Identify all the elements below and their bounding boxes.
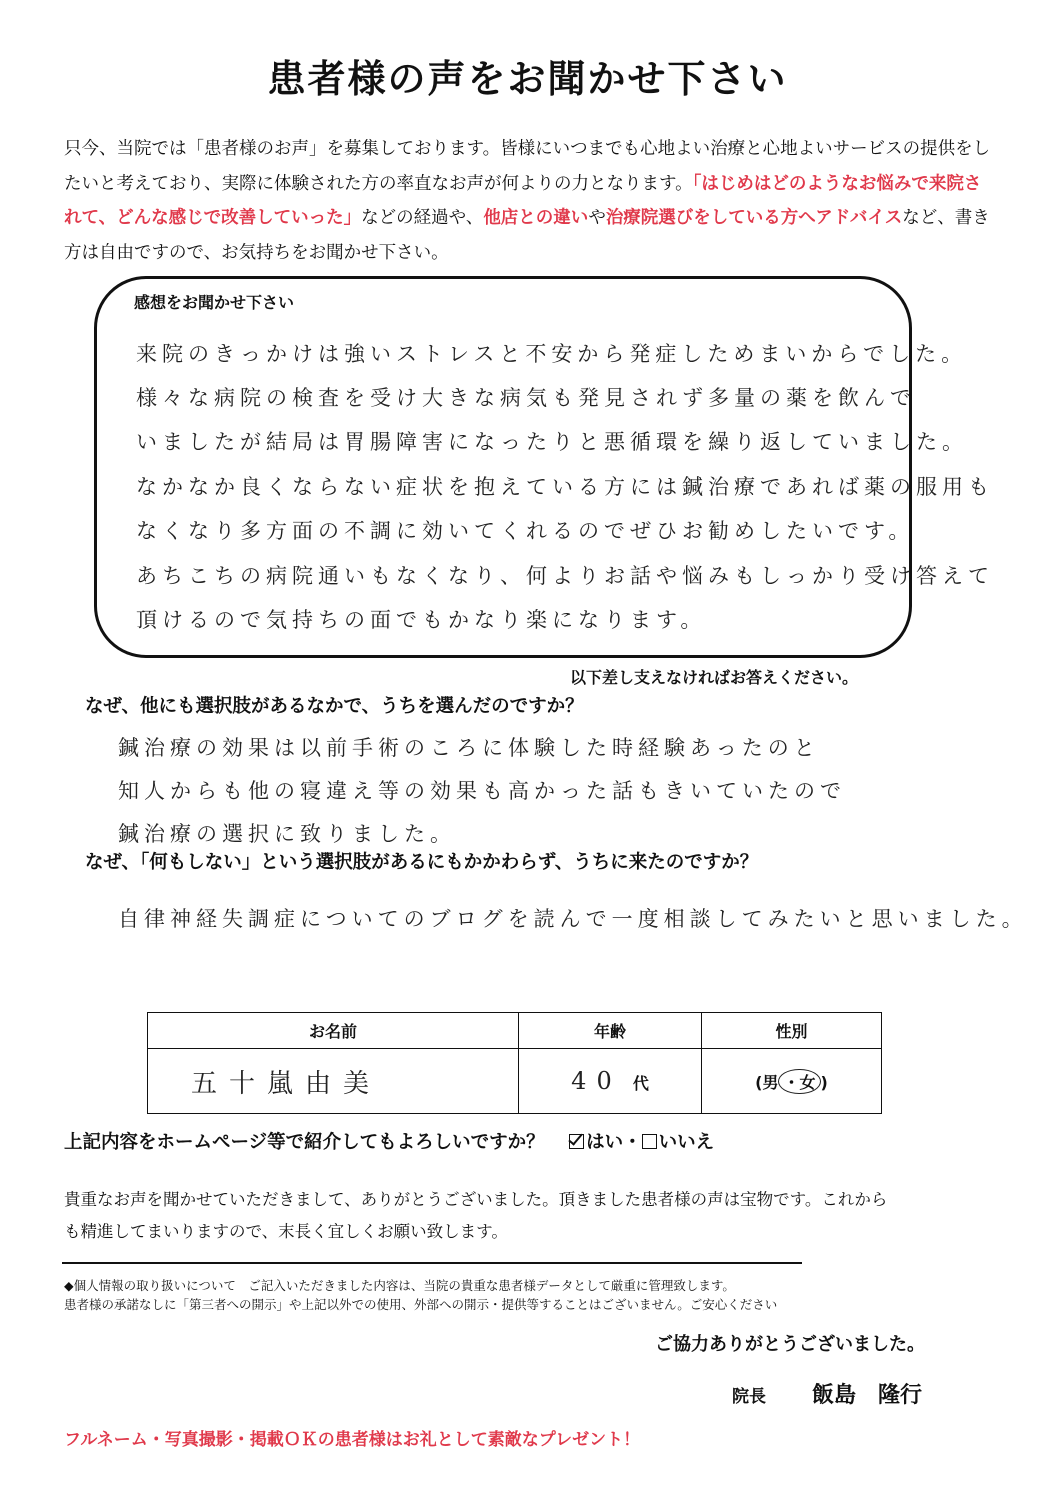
age-header: 年齢 [519, 1013, 702, 1049]
name-value: 五十嵐由美 [191, 1068, 382, 1099]
name-header: お名前 [148, 1013, 519, 1049]
age-unit: 代 [632, 1074, 649, 1093]
footer-promo: フルネーム・写真撮影・掲載ＯＫの患者様はお礼として素敵なプレゼント！ [64, 1430, 641, 1450]
impressions-label: 感想をお聞かせ下さい [134, 293, 295, 312]
consent-no-label: いいえ [658, 1132, 715, 1153]
gender-cell [702, 1049, 882, 1114]
intro-highlight-1: 「はじめはどのようなお悩みで来院されて、どんな感じで改善していった」 [64, 173, 982, 228]
name-cell [148, 1049, 519, 1114]
impression-line: 来院のきっかけは強いストレスと不安から発症しためまいからでした。 [136, 342, 968, 366]
privacy-line: 患者様の承諾なしに「第三者への開示」や上記以外での使用、外部への開示・提供等することはございません。ご安心ください [64, 1297, 778, 1312]
divider [62, 1262, 802, 1264]
optional-note: 以下差し支えなければお答えください。 [570, 668, 859, 687]
impressions-box [94, 276, 915, 658]
intro-highlight-2: 他店との違い [483, 208, 589, 228]
impression-line: いましたが結局は胃腸障害になったりと悪循環を繰り返していました。 [136, 430, 968, 454]
gender-header: 性別 [702, 1013, 882, 1049]
consent-row [64, 1128, 714, 1154]
consent-yes-checkbox[interactable] [569, 1134, 584, 1149]
privacy-line: ◆個人情報の取り扱いについて ご記入いただきました内容は、当院の貴重な患者様データとして厳重に管理致します。 [64, 1278, 735, 1293]
thanks-line: 貴重なお声を聞かせていただきまして、ありがとうございました。頂きました患者様の声は宝物です。これから [64, 1190, 888, 1209]
answer-2-line: 自律神経失調症についてのブログを読んで一度相談してみたいと思いました。 [118, 907, 1028, 931]
gender-sep: ・ [783, 1072, 800, 1092]
age-value: 40 [571, 1067, 622, 1095]
consent-sep: ・ [623, 1132, 642, 1153]
gender-female: 女 [799, 1072, 816, 1092]
question-2: なぜ、「何もしない」という選択肢があるにもかかわらず、うちに来たのですか？ [85, 852, 759, 873]
thanks-line: も精進してまいりますので、末長く宜しくお願い致します。 [64, 1222, 508, 1241]
closing-thanks: ご協力ありがとうございました。 [655, 1334, 925, 1355]
patient-info-table [147, 1012, 882, 1114]
intro-text-2: などの経過や、 [361, 208, 484, 228]
intro-text-1: 只今、当院では「患者様のお声」を募集しております。皆様にいつまでも心地よい治療と心地よいサービスの提供をしたいと考えており、実際に体験された方の率直なお声が何よりの力となります。 [64, 139, 991, 194]
impression-line: 様々な病院の検査を受け大きな病気も発見されず多量の薬を飲んで [136, 386, 916, 410]
intro-paragraph [64, 132, 994, 270]
question-1: なぜ、他にも選択肢があるなかで、うちを選んだのですか？ [85, 696, 584, 717]
page-title: 患者様の声をお聞かせ下さい [267, 57, 788, 101]
intro-text-3: や [588, 208, 606, 228]
consent-options [569, 1132, 714, 1153]
intro-highlight-3: 治療院選びをしている方へアドバイス [605, 208, 903, 228]
director-name: 飯島 隆行 [812, 1383, 923, 1408]
impression-line: あちこちの病院通いもなくなり、何よりお話や悩みもしっかり受け答えて [136, 564, 994, 588]
gender-close: ) [820, 1072, 828, 1092]
impression-line: 頂けるので気持ちの面でもかなり楽になります。 [136, 608, 707, 632]
consent-yes-label: はい [586, 1132, 624, 1153]
gender-male: 男 [762, 1072, 779, 1092]
answer-1-line: 鍼治療の効果は以前手術のころに体験した時経験あったのと [118, 736, 820, 760]
gender-female-circled [778, 1069, 820, 1094]
impression-line: なくなり多方面の不調に効いてくれるのでぜひお勧めしたいです。 [136, 519, 915, 543]
answer-1-line: 鍼治療の選択に致りました。 [118, 822, 456, 846]
intro-text-4: など、書き方は自由ですので、お気持ちをお聞かせ下さい。 [64, 208, 990, 263]
age-cell [519, 1049, 702, 1114]
gender-open: ( [755, 1072, 763, 1092]
consent-question: 上記内容をホームページ等で紹介してもよろしいですか？ [64, 1132, 545, 1153]
impression-line: なかなか良くならない症状を抱えている方には鍼治療であれば薬の服用も [136, 475, 994, 499]
answer-1-line: 知人からも他の寝違え等の効果も高かった話もきいていたので [118, 779, 846, 803]
consent-no-checkbox[interactable] [642, 1134, 657, 1149]
director-title: 院長 [732, 1387, 766, 1407]
